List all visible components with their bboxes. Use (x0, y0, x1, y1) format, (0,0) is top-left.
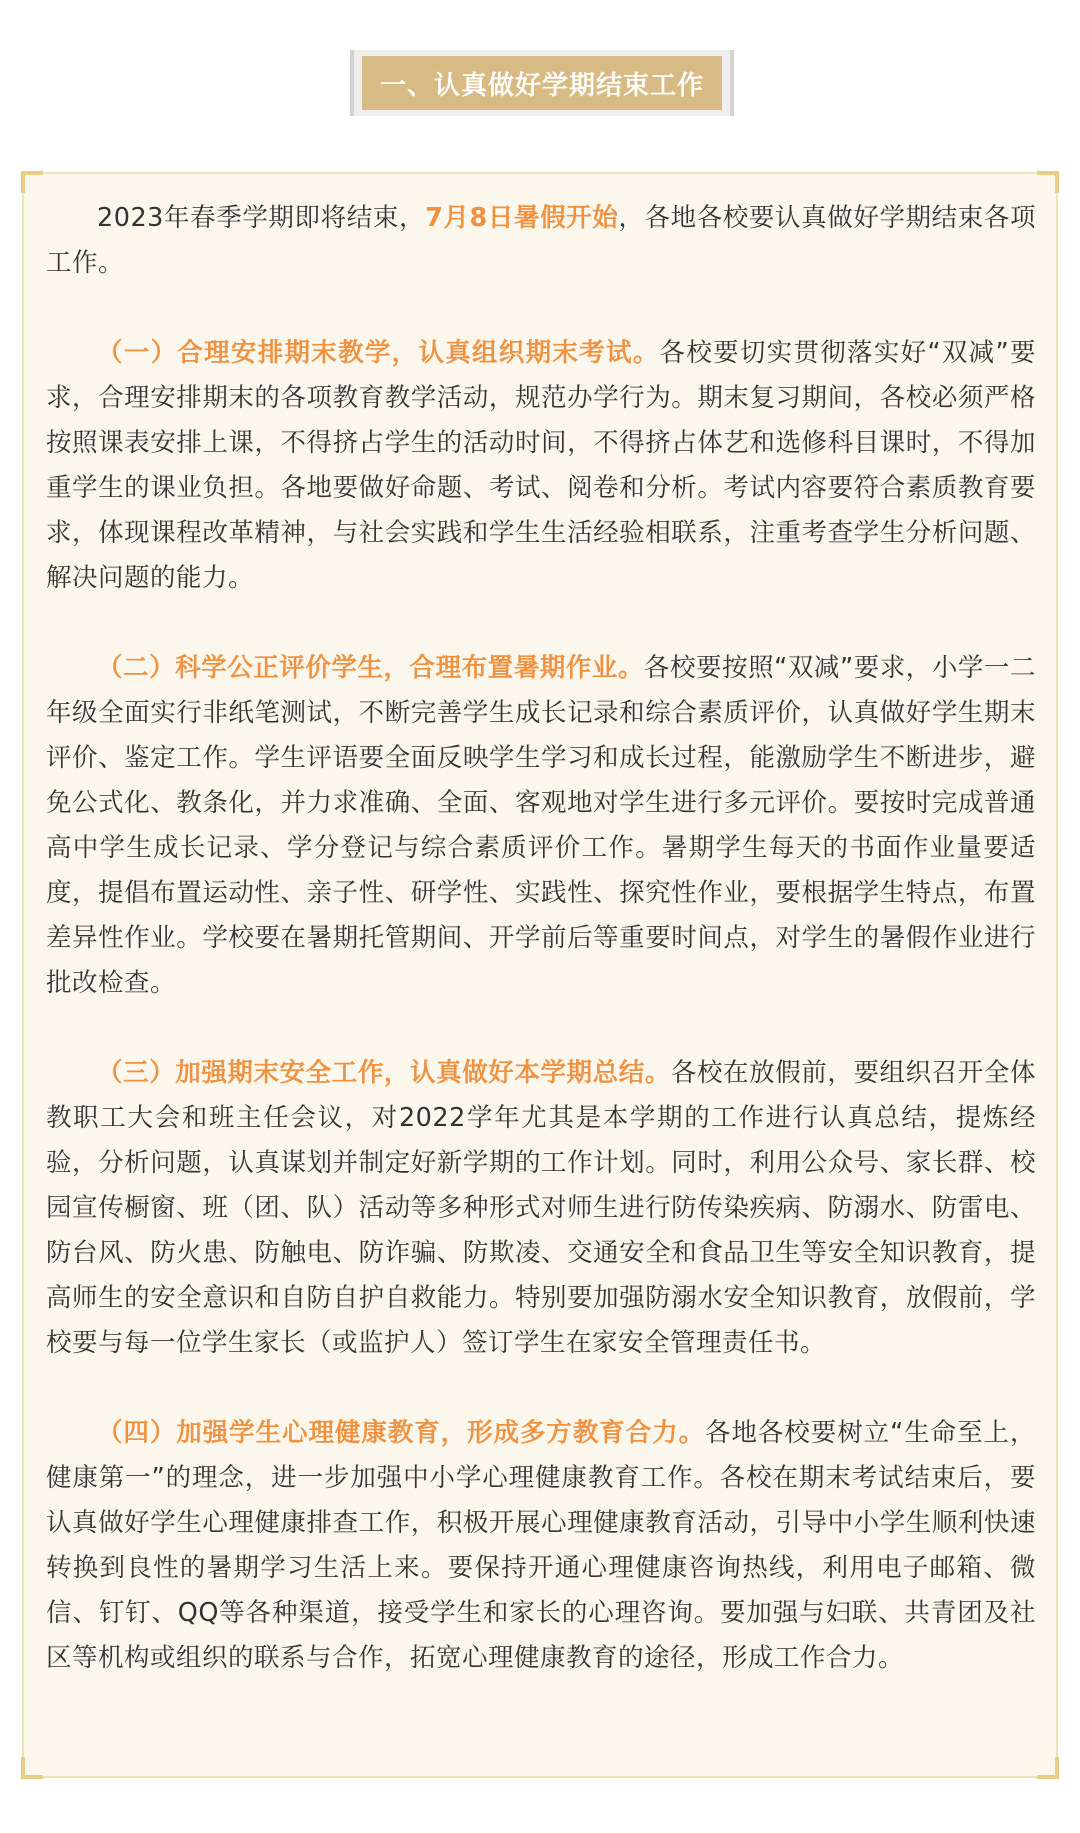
section-3-heading: （三）加强期末安全工作，认真做好本学期总结。 (97, 1058, 671, 1088)
section-4-heading: （四）加强学生心理健康教育，形成多方教育合力。 (97, 1418, 706, 1448)
section-title-bar (362, 56, 722, 110)
corner-ornament-bottom-left (21, 1757, 43, 1779)
intro-text-before: 2023年春季学期即将结束， (97, 203, 426, 233)
intro-text-after: ，各地各校要认真做好学期结束各项工作。 (46, 203, 1036, 278)
section-1-heading: （一）合理安排期末教学，认真组织期末考试。 (97, 338, 660, 368)
section-2-paragraph (46, 646, 1036, 1006)
intro-highlight: 7月8日暑假开始 (425, 203, 619, 233)
section-1-paragraph (46, 331, 1036, 601)
section-4-text: 各地各校要树立“生命至上，健康第一”的理念，进一步加强中小学心理健康教育工作。各校在期末考试结束后，要认真做好学生心理健康排查工作，积极开展心理健康教育活动，引导中小学生顺利快速转换到良性的暑期学习生活上来。要保持开通心理健康咨询热线，利用电子邮箱、微信、钉钉、QQ等各种渠道，接受学生和家长的心理咨询。要加强与妇联、共青团及社区等机构或组织的联系与合作，拓宽心理健康教育的途径，形成工作合力。 (46, 1418, 1036, 1673)
section-1-text: 各校要切实贯彻落实好“双减”要求，合理安排期末的各项教育教学活动，规范办学行为。期末复习期间，各校必须严格按照课表安排上课，不得挤占学生的活动时间，不得挤占体艺和选修科目课时，不得加重学生的课业负担。各地要做好命题、考试、阅卷和分析。考试内容要符合素质教育要求，体现课程改革精神，与社会实践和学生生活经验相联系，注重考查学生分析问题、解决问题的能力。 (46, 338, 1036, 593)
content-card (22, 172, 1058, 1778)
section-4-paragraph (46, 1411, 1036, 1681)
corner-ornament-top-right (1037, 171, 1059, 193)
corner-ornament-bottom-right (1037, 1757, 1059, 1779)
section-2-heading: （二）科学公正评价学生，合理布置暑期作业。 (97, 653, 644, 683)
section-3-paragraph (46, 1051, 1036, 1366)
section-3-text: 各校在放假前，要组织召开全体教职工大会和班主任会议，对2022学年尤其是本学期的工作进行认真总结，提炼经验，分析问题，认真谋划并制定好新学期的工作计划。同时，利用公众号、家长群、校园宣传橱窗、班（团、队）活动等多种形式对师生进行防传染疾病、防溺水、防雷电、防台风、防火患、防触电、防诈骗、防欺凌、交通安全和食品卫生等安全知识教育，提高师生的安全意识和自防自护自救能力。特别要加强防溺水安全知识教育，放假前，学校要与每一位学生家长（或监护人）签订学生在家安全管理责任书。 (46, 1058, 1036, 1358)
section-title: 一、认真做好学期结束工作 (379, 70, 704, 101)
section-2-text: 各校要按照“双减”要求，小学一二年级全面实行非纸笔测试，不断完善学生成长记录和综合素质评价，认真做好学生期末评价、鉴定工作。学生评语要全面反映学生学习和成长过程，能激励学生不断进步，避免公式化、教条化，并力求准确、全面、客观地对学生进行多元评价。要按时完成普通高中学生成长记录、学分登记与综合素质评价工作。暑期学生每天的书面作业量要适度，提倡布置运动性、亲子性、研学性、实践性、探究性作业，要根据学生特点，布置差异性作业。学校要在暑期托管期间、开学前后等重要时间点，对学生的暑假作业进行批改检查。 (46, 653, 1036, 998)
intro-paragraph (46, 196, 1036, 286)
section-title-frame (350, 50, 734, 116)
corner-ornament-top-left (21, 171, 43, 193)
